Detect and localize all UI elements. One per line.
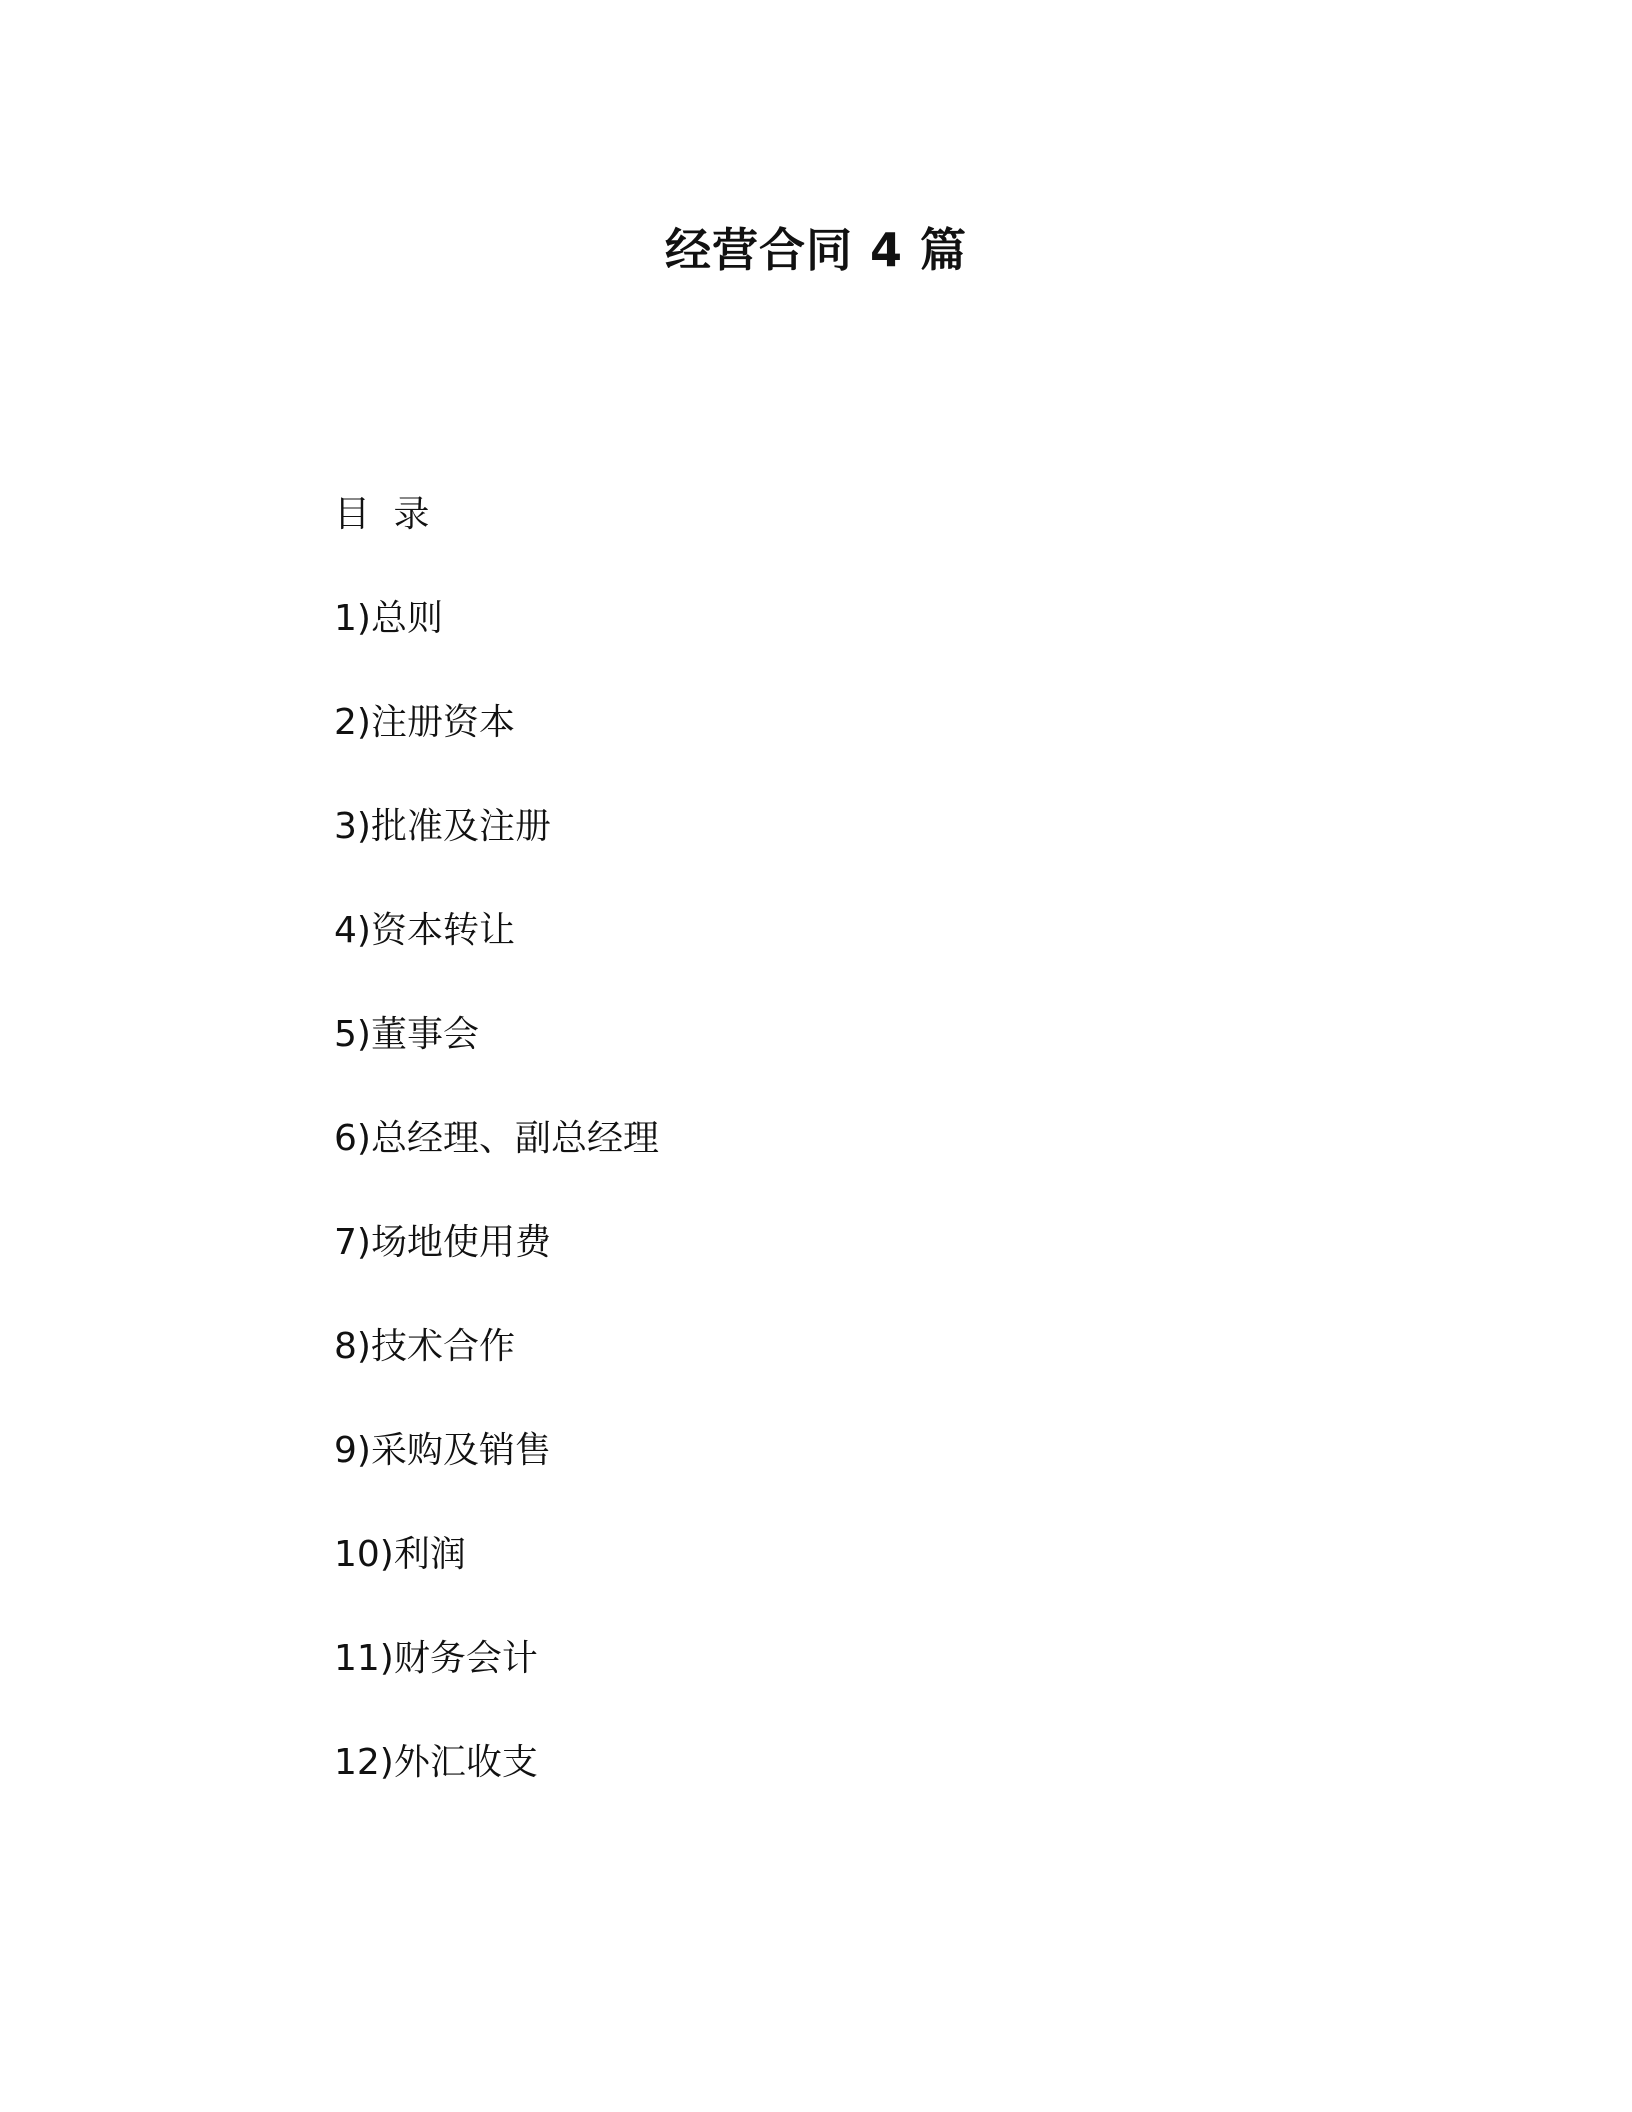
toc-item: 8)技术合作 [334, 1326, 515, 1367]
toc-item: 2)注册资本 [334, 702, 515, 743]
toc-item: 4)资本转让 [334, 910, 515, 951]
toc-item: 5)董事会 [334, 1014, 479, 1055]
toc-item: 9)采购及销售 [334, 1430, 551, 1471]
toc-heading: 目 录 [334, 494, 436, 535]
toc-item: 7)场地使用费 [334, 1222, 551, 1263]
toc-list [334, 594, 659, 1788]
toc-item: 1)总则 [334, 598, 443, 639]
toc-item: 12)外汇收支 [334, 1742, 538, 1783]
toc-item: 6)总经理、副总经理 [334, 1118, 659, 1159]
document-title: 经营合同 4 篇 [664, 223, 968, 277]
toc-item: 3)批准及注册 [334, 806, 551, 847]
table-of-contents [334, 490, 659, 1842]
toc-item: 10)利润 [334, 1534, 466, 1575]
toc-item: 11)财务会计 [334, 1638, 538, 1679]
